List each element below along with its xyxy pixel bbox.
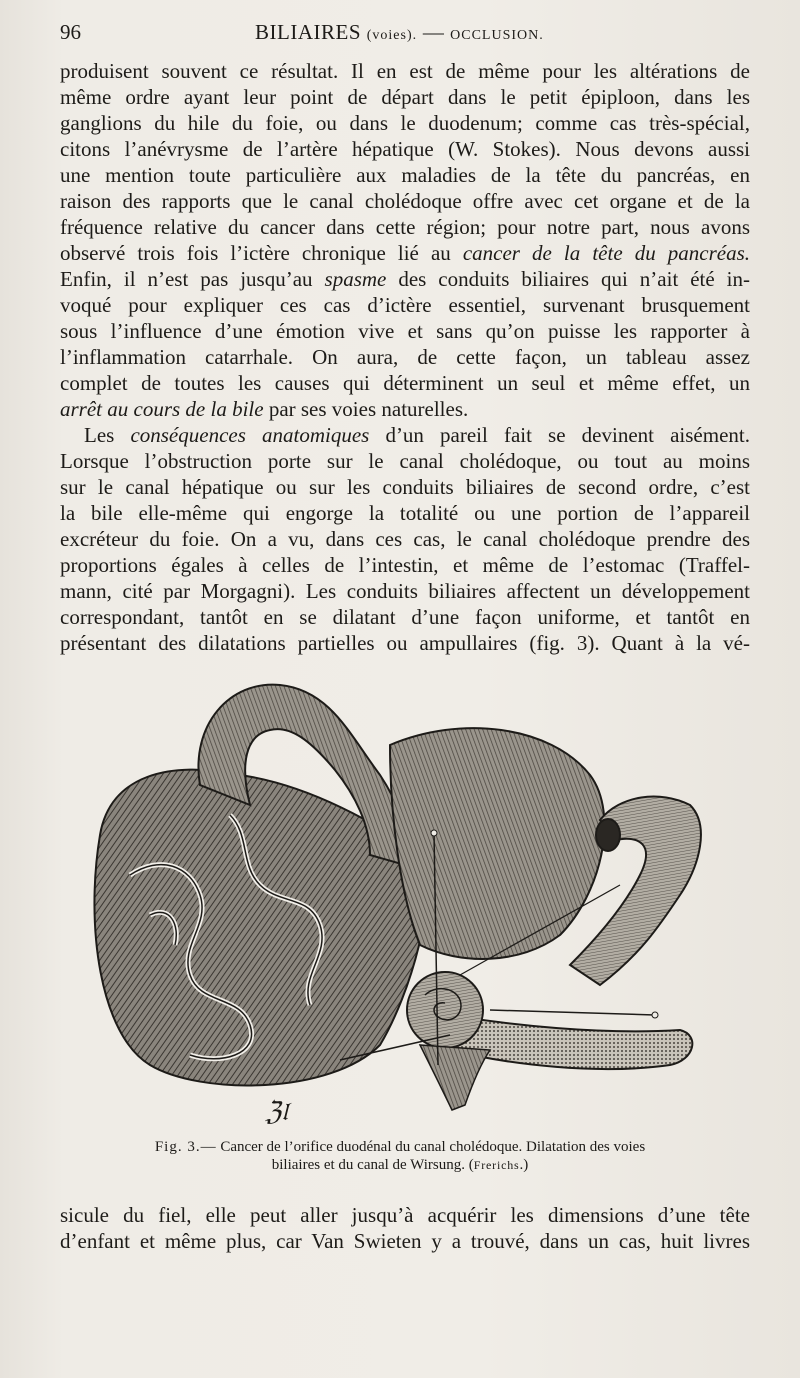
caption-line [90, 1156, 710, 1174]
text-run: d’un pareil fait se devinent aisément. [369, 423, 750, 447]
text-line: d’enfant et même plus, car Van Swieten y a trouvé, dans un cas, huit livres [60, 1229, 750, 1253]
running-head-title: BILIAIRES [255, 20, 361, 44]
text-run: par ses voies naturelles. [263, 397, 469, 421]
caption-line [90, 1138, 710, 1156]
text-line [60, 240, 750, 266]
figure-caption [90, 1138, 710, 1174]
wirsung-duct [450, 1015, 692, 1069]
italic-run: conséquences anatomiques [130, 423, 370, 447]
text-line [60, 266, 750, 292]
italic-run: arrêt au cours de la bile [60, 397, 264, 421]
caption-author: Frerichs [473, 1158, 520, 1172]
italic-run: spasme [324, 267, 387, 291]
text-line [60, 422, 750, 448]
text-line: l’inflammation catarrhale. On aura, de cette façon, un tableau assez [60, 345, 750, 369]
page-header [60, 20, 750, 50]
text-line: sous l’influence d’une émotion vive et sans qu’on puisse les rapporter à [60, 319, 750, 343]
running-head-paren: (voies). [366, 28, 418, 43]
text-run: Les [84, 423, 131, 447]
engraver-signature: ℨ𝔩 [265, 1097, 288, 1126]
text-line: produisent souvent ce résultat. Il en est de même pour les altérations de [60, 59, 750, 83]
text-line: citons l’anévrysme de l’artère hépatique (W. Stokes). Nous devons aussi [60, 137, 750, 161]
paragraph-consequences [60, 422, 750, 656]
text-line: présentant des dilatations partielles ou ampullaires (fig. 3). Quant à la vé- [60, 631, 750, 655]
text-line: une mention toute particulière aux maladies de la tête du pancréas, en [60, 163, 750, 187]
running-head-dash: — [422, 20, 445, 44]
anatomical-engraving [80, 665, 720, 1135]
page-number: 96 [60, 20, 81, 44]
text-line: Lorsque l’obstruction porte sur le canal cholédoque, ou tout au moins [60, 449, 750, 473]
caption-text: .) [519, 1157, 529, 1173]
text-line: ganglions du hile du foie, ou dans le duodenum; comme cas très-spécial, [60, 111, 750, 135]
text-line: proportions égales à celles de l’intestin, et même de l’estomac (Traffel- [60, 553, 750, 577]
duct-opening [596, 819, 620, 851]
text-line [60, 396, 750, 422]
text-line: sicule du fiel, elle peut aller jusqu’à acquérir les dimensions d’une tête [60, 1203, 750, 1227]
text-run: des conduits biliaires qui n’ait été in- [386, 267, 750, 291]
text-run: Enfin, il n’est pas jusqu’au [60, 267, 325, 291]
text-line: fréquence relative du cancer dans cette région; pour notre part, nous avons [60, 215, 750, 239]
text-line: sur le canal hépatique ou sur les conduits biliaires de second ordre, c’est [60, 475, 750, 499]
caption-text: Cancer de l’orifice duodénal du canal cholédoque. Dilatation des voies [216, 1139, 646, 1155]
text-line: mann, cité par Morgagni). Les conduits biliaires affectent un développement [60, 579, 750, 603]
paragraph-causes [60, 58, 750, 422]
text-line: complet de toutes les causes qui déterminent un seul et même effet, un [60, 371, 750, 395]
papilla-fringe [420, 1045, 490, 1110]
text-run: observé trois fois l’ictère chronique lié au [60, 241, 463, 265]
text-line: raison des rapports que le canal cholédoque offre avec cet organe et de la [60, 189, 750, 213]
running-head-sub: OCCLUSION. [450, 28, 544, 43]
figure-label: Fig. 3.— [154, 1139, 217, 1155]
caption-text: biliaires et du canal de Wirsung. ( [271, 1157, 474, 1173]
text-line: voqué pour expliquer ces cas d’ictère essentiel, survenant brusquement [60, 293, 750, 317]
paragraph-gallbladder [60, 1202, 750, 1254]
italic-run: cancer de la tête du pancréas. [462, 241, 751, 265]
running-head [255, 20, 544, 45]
text-line: même ordre ayant leur point de départ dans le petit épiploon, dans les [60, 85, 750, 109]
probe-right [490, 1010, 655, 1015]
text-line: excréteur du foie. On a vu, dans ces cas, le canal cholédoque prendre des [60, 527, 750, 551]
stomach-shape [390, 728, 604, 959]
text-line: la bile elle-même qui engorge la totalité ou une portion de l’appareil [60, 501, 750, 525]
text-line: correspondant, tantôt en se dilatant d’une façon uniforme, et tantôt en [60, 605, 750, 629]
